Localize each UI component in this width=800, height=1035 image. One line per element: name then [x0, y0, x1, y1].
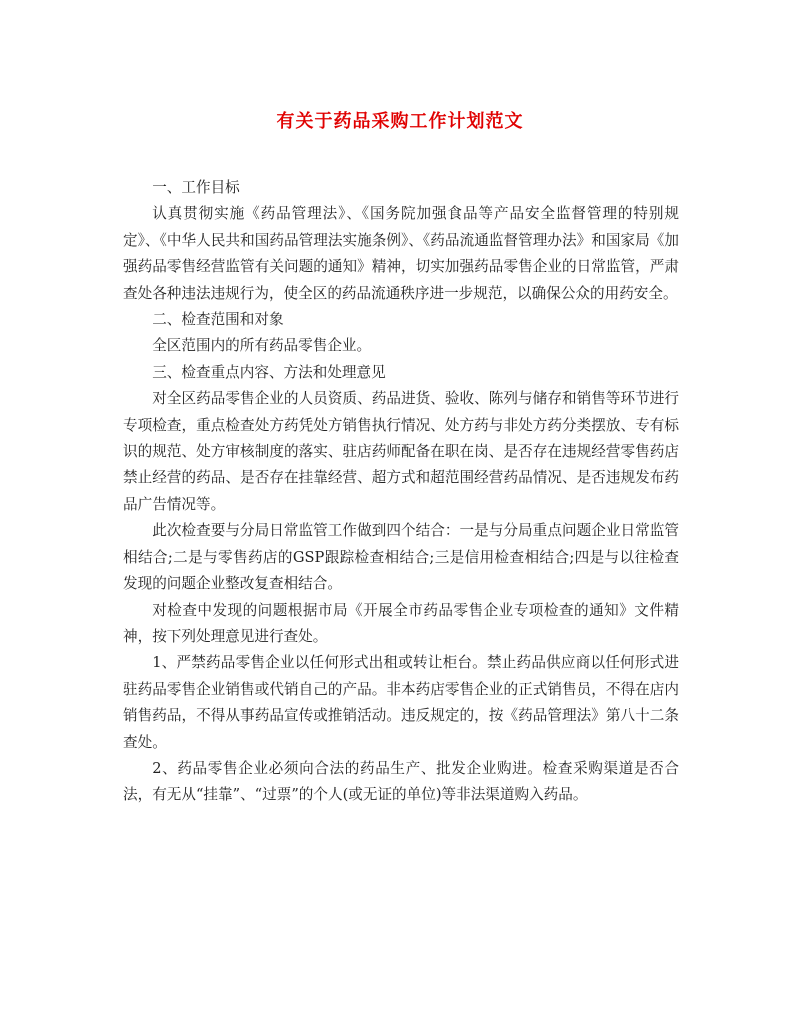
section-heading-inspection: 三、检查重点内容、方法和处理意见: [152, 363, 386, 381]
section-heading-scope: 二、检查范围和对象: [152, 311, 284, 329]
paragraph-goals: 认真贯彻实施《药品管理法》、《国务院加强食品等产品安全监督管理的特别规定》、《中华人民共和国药品管理法实施条例》、《药品流通监督管理办法》和国家局《加强药品零售经营监管有关问题的通知》精神，切实加强药品零售企业的日常监管，严肃查处各种违法违规行为，使全区的药品流通秩序进一步规范，以确保公众的用药安全。: [123, 205, 679, 302]
document-body: [123, 175, 679, 809]
section-heading-goals: 一、工作目标: [152, 179, 240, 196]
document-title: 有关于药品采购工作计划范文: [276, 111, 524, 132]
paragraph-handling: 对检查中发现的问题根据市局《开展全市药品零售企业专项检查的通知》文件精神，按下列处理意见进行查处。: [123, 601, 679, 645]
paragraph-scope: 全区范围内的所有药品零售企业。: [152, 337, 372, 355]
paragraph-rule-2: 2、药品零售企业必须向合法的药品生产、批发企业购进。检查采购渠道是否合法，有无从“挂靠”、“过票”的个人(或无证的单位)等非法渠道购入药品。: [123, 759, 679, 804]
paragraph-four-combinations: 此次检查要与分局日常监管工作做到四个结合：一是与分局重点问题企业日常监管相结合;二是与零售药店的GSP跟踪检查相结合;三是信用检查相结合;四是与以往检查发现的问题企业整改复查相结合。: [123, 522, 679, 593]
paragraph-rule-1: 1、严禁药品零售企业以任何形式出租或转让柜台。禁止药品供应商以任何形式进驻药品零售企业销售或代销自己的产品。非本药店零售企业的正式销售员，不得在店内销售药品，不得从事药品宣传或推销活动。违反规定的，按《药品管理法》第八十二条查处。: [123, 654, 679, 751]
paragraph-inspection-content: 对全区药品零售企业的人员资质、药品进货、验收、陈列与储存和销售等环节进行专项检查，重点检查处方药凭处方销售执行情况、处方药与非处方药分类摆放、专有标识的规范、处方审核制度的落实、驻店药师配备在职在岗、是否存在违规经营零售药店禁止经营的药品、是否存在挂靠经营、超方式和超范围经营药品情况、是否违规发布药品广告情况等。: [123, 390, 679, 513]
